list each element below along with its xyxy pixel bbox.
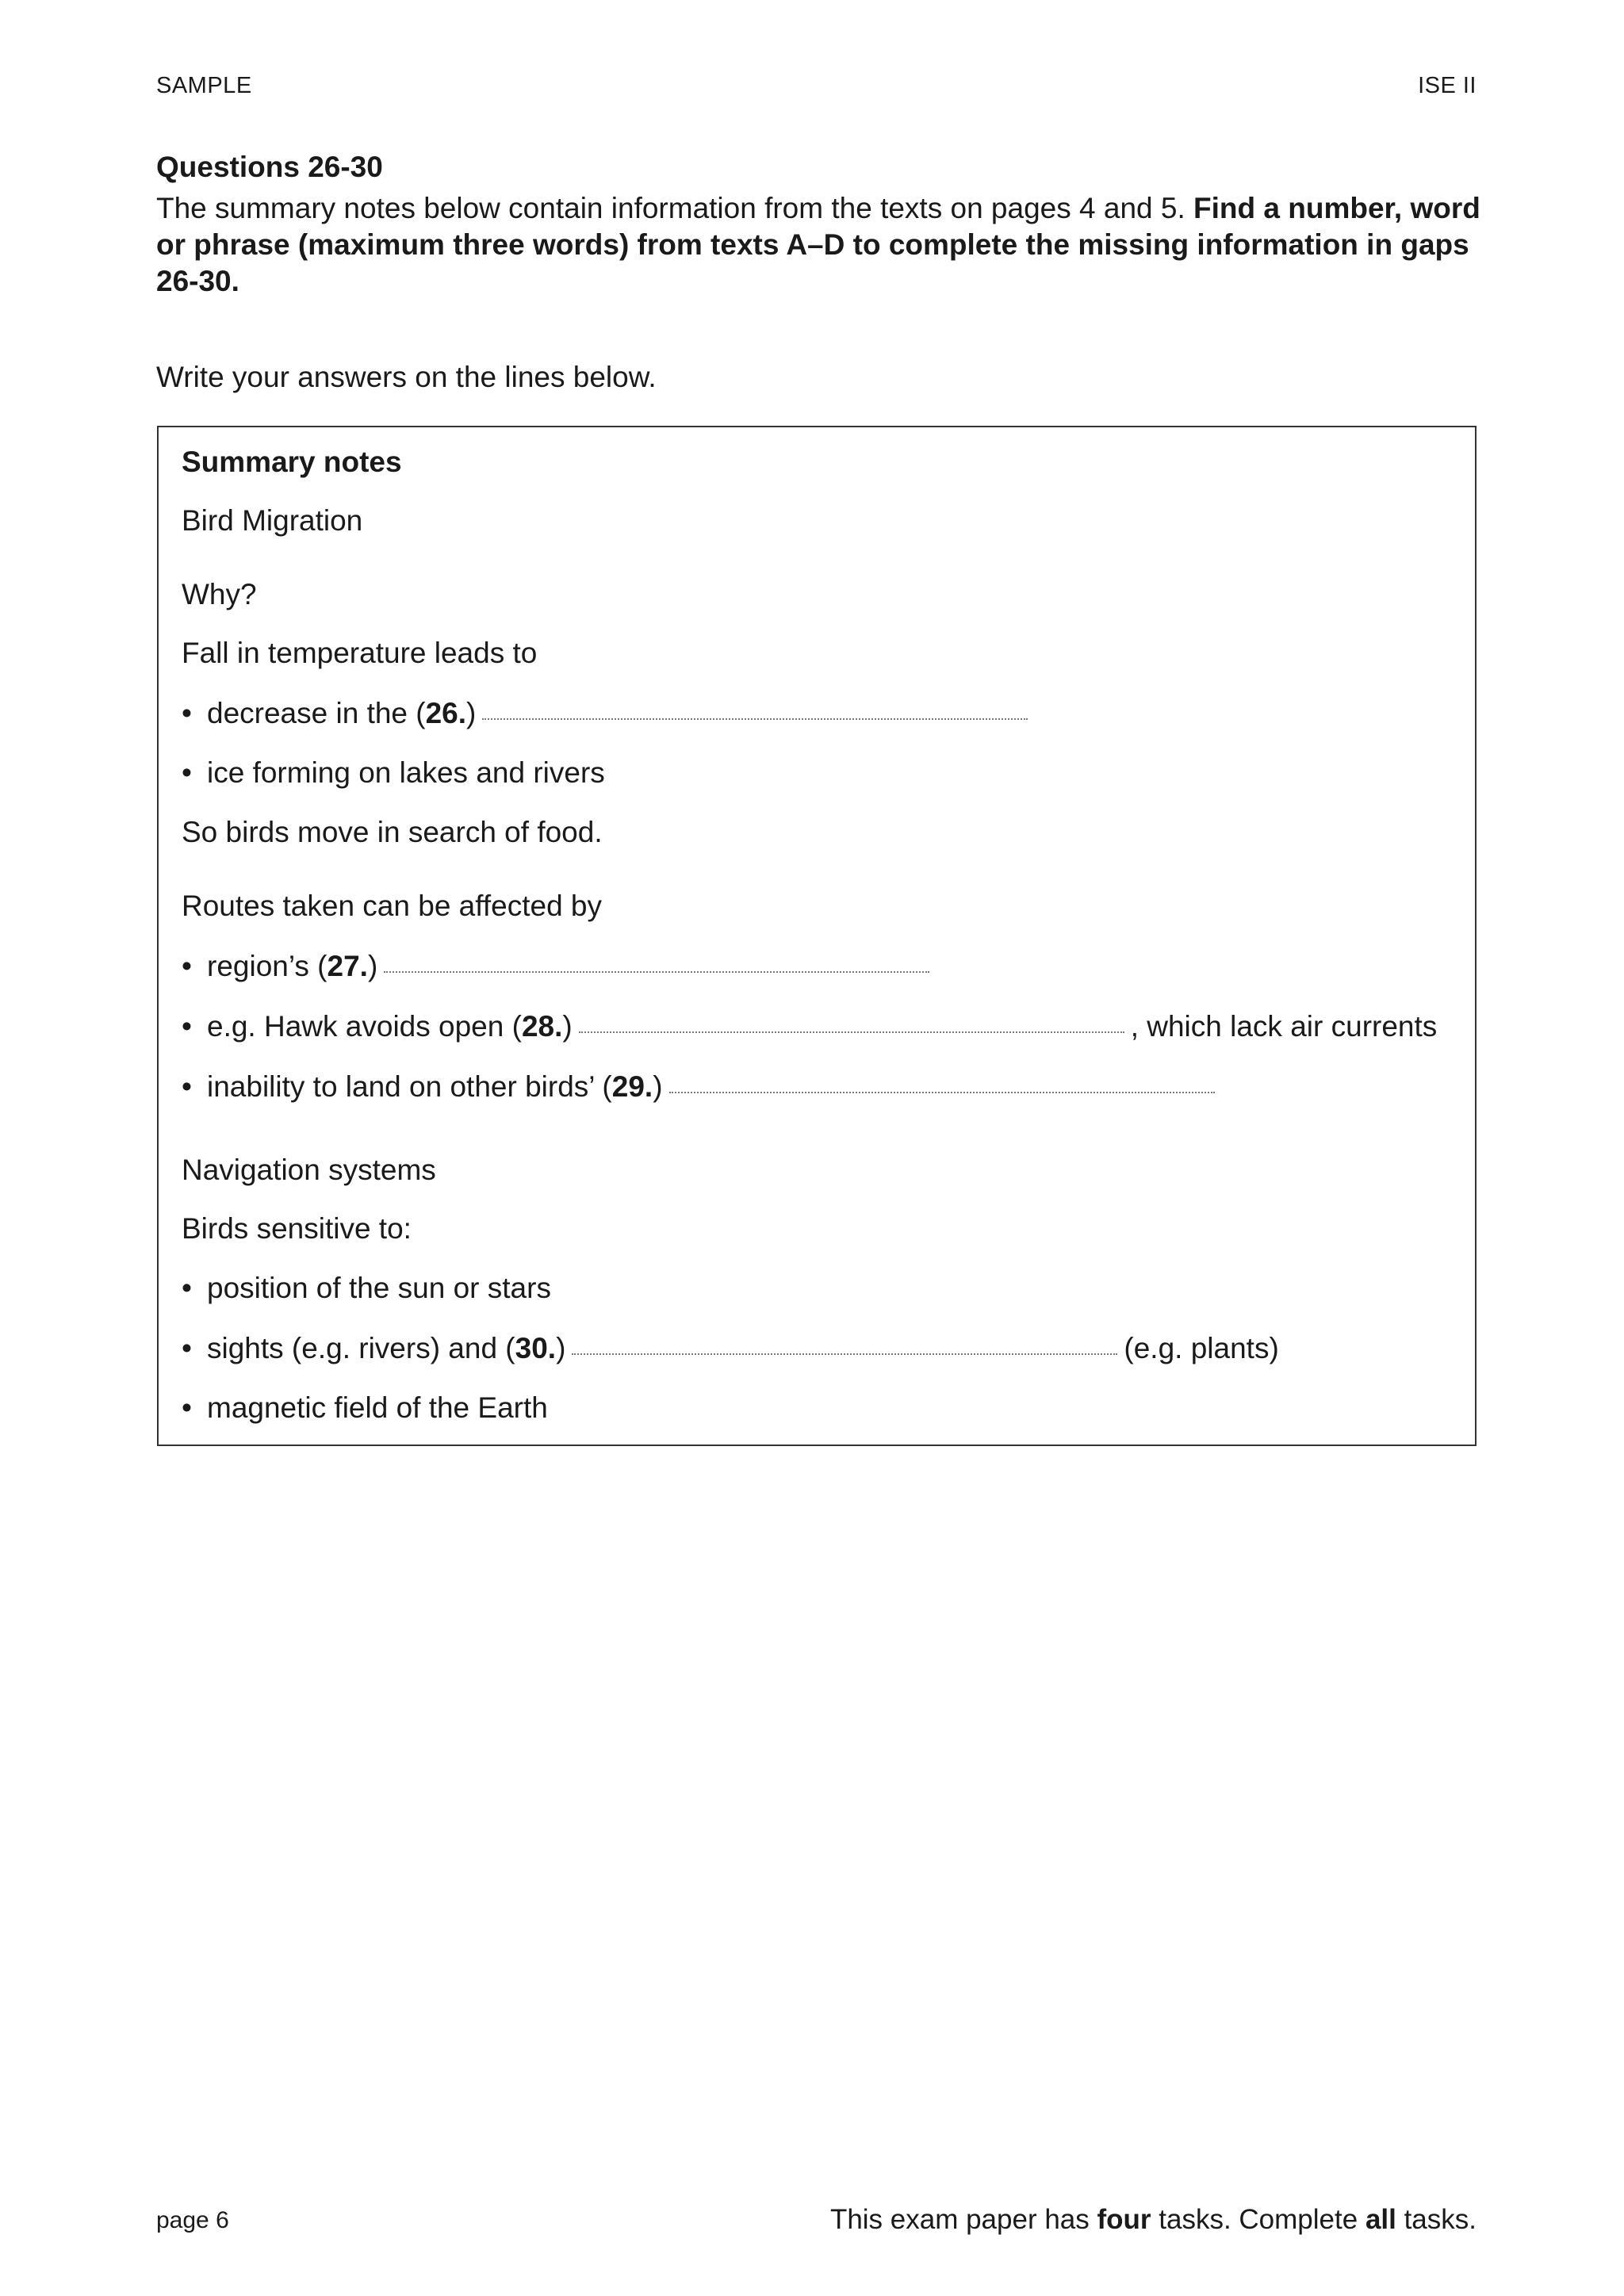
bullet: • — [182, 1391, 192, 1424]
footer-note-part3: tasks. — [1396, 2204, 1477, 2235]
navigation-intro: Birds sensitive to: — [182, 1212, 412, 1245]
gap-28-after: , which lack air currents — [1130, 1010, 1438, 1043]
gap-30-number: 30. — [515, 1332, 557, 1364]
questions-title: Questions 26-30 — [156, 151, 383, 183]
gap-27-item — [182, 950, 936, 983]
gap-26-prefix: decrease in the ( — [207, 697, 426, 729]
why-heading: Why? — [182, 578, 257, 610]
why-intro: Fall in temperature leads to — [182, 637, 538, 669]
gap-26-suffix: ) — [466, 697, 477, 729]
navigation-item-magnetic-text: magnetic field of the Earth — [207, 1391, 548, 1424]
page-number: page 6 — [156, 2207, 229, 2233]
gap-30-after: (e.g. plants) — [1124, 1332, 1279, 1364]
navigation-item-sun-text: position of the sun or stars — [207, 1272, 551, 1304]
why-conclusion: So birds move in search of food. — [182, 816, 603, 848]
bullet: • — [182, 950, 192, 982]
gap-27-prefix: region’s ( — [207, 950, 327, 982]
why-item-ice — [182, 756, 605, 790]
gap-27-answer-line[interactable] — [384, 970, 929, 973]
gap-28-item — [182, 1010, 1437, 1043]
instructions-bold: Find a number, word or phrase (maximum three words) from texts A–D to complete the missing information in gaps 26-30. — [156, 192, 1480, 297]
header-sample-label: SAMPLE — [156, 73, 252, 98]
why-item-ice-text: ice forming on lakes and rivers — [207, 756, 605, 789]
write-answers-instruction: Write your answers on the lines below. — [156, 361, 657, 393]
gap-29-prefix: inability to land on other birds’ ( — [207, 1070, 612, 1103]
gap-26-item — [182, 697, 1034, 730]
instructions-plain: The summary notes below contain information from the texts on pages 4 and 5. — [156, 192, 1194, 224]
gap-29-number: 29. — [611, 1070, 653, 1103]
gap-30-prefix: sights (e.g. rivers) and ( — [207, 1332, 515, 1364]
gap-28-number: 28. — [521, 1010, 563, 1043]
gap-26-number: 26. — [425, 697, 467, 729]
gap-29-answer-line[interactable] — [669, 1090, 1215, 1093]
header-level-label: ISE II — [1418, 73, 1477, 98]
navigation-item-magnetic — [182, 1391, 548, 1425]
gap-26-answer-line[interactable] — [482, 717, 1028, 720]
footer-note-part1: This exam paper has — [829, 2204, 1097, 2235]
gap-27-number: 27. — [327, 950, 368, 982]
bullet: • — [182, 1010, 192, 1043]
instructions — [156, 190, 1488, 300]
routes-heading: Routes taken can be affected by — [182, 890, 603, 922]
summary-heading: Summary notes — [182, 446, 402, 478]
navigation-item-sun — [182, 1272, 551, 1305]
footer-note-part2: tasks. Complete — [1151, 2204, 1365, 2235]
footer-note — [830, 2204, 1477, 2236]
bullet: • — [182, 1332, 192, 1364]
gap-29-item — [182, 1070, 1221, 1104]
bullet: • — [182, 1070, 192, 1103]
gap-27-suffix: ) — [367, 950, 378, 982]
navigation-heading: Navigation systems — [182, 1154, 436, 1186]
bullet: • — [182, 697, 192, 729]
gap-29-suffix: ) — [653, 1070, 663, 1103]
gap-30-answer-line[interactable] — [572, 1352, 1117, 1355]
summary-topic: Bird Migration — [182, 504, 363, 537]
gap-28-prefix: e.g. Hawk avoids open ( — [207, 1010, 522, 1043]
gap-28-answer-line[interactable] — [579, 1030, 1124, 1033]
footer-note-all: all — [1365, 2204, 1396, 2235]
footer-note-four: four — [1097, 2204, 1151, 2235]
bullet: • — [182, 756, 192, 789]
bullet: • — [182, 1272, 192, 1304]
gap-28-suffix: ) — [562, 1010, 573, 1043]
gap-30-item — [182, 1332, 1279, 1365]
gap-30-suffix: ) — [556, 1332, 566, 1364]
